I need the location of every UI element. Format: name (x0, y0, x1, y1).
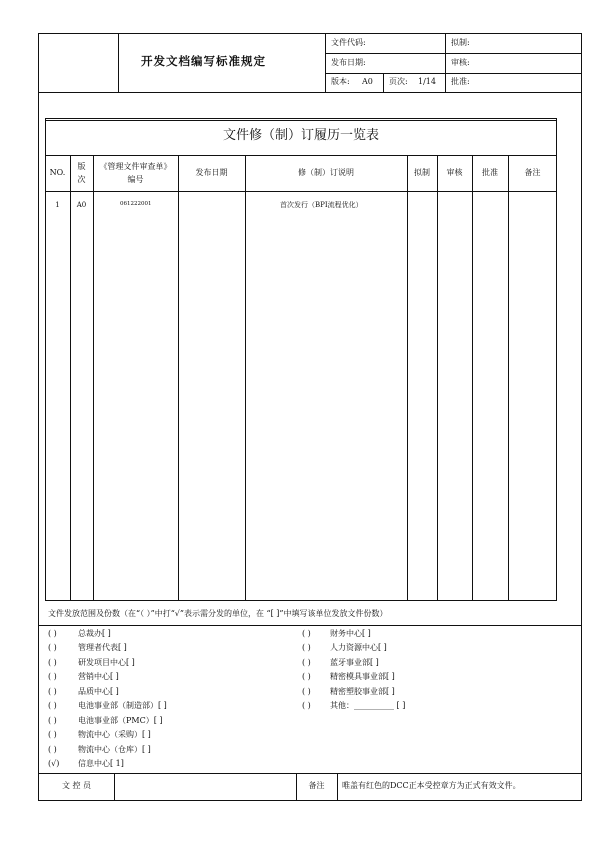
checkbox-bluetooth[interactable]: ( ) (302, 658, 311, 667)
col-header-approver: 批准 (482, 168, 498, 177)
checkbox-battery-pmc[interactable]: ( ) (48, 716, 57, 725)
row-version: A0 (76, 201, 87, 209)
version-label: 版本: (331, 77, 350, 86)
dept-hr: 人力资源中心[ ] (330, 643, 387, 652)
col-header-form-no-2: 编号 (127, 175, 144, 184)
col-header-description: 修（制）订说明 (298, 168, 354, 177)
table-top-double-line (45, 120, 557, 121)
distribution-instruction: 文件发放范围及份数（在“（ ）”中打“√”表示需分发的单位，在 “[ ]”中填写该单位发放文件份数） (48, 609, 388, 618)
col-header-release-date: 发布日期 (195, 168, 228, 177)
dept-logistics-warehouse: 物流中心（仓库）[ ] (78, 745, 151, 754)
checkbox-battery-mfg[interactable]: ( ) (48, 701, 57, 710)
checkbox-logistics-warehouse[interactable]: ( ) (48, 745, 57, 754)
row-form-no: 061222001 (120, 201, 152, 207)
doc-code-label: 文件代码: (331, 38, 366, 47)
distribution-right-list (302, 626, 572, 726)
page-value: 1/14 (418, 77, 436, 86)
header-divider (325, 34, 326, 92)
column-divider (178, 155, 179, 601)
dept-marketing: 营销中心[ ] (78, 672, 119, 681)
dept-battery-pmc: 电池事业部（PMC）[ ] (78, 716, 163, 725)
table-title-line (45, 155, 557, 156)
column-divider (245, 155, 246, 601)
col-header-drafter: 拟制 (414, 168, 430, 177)
column-divider (508, 155, 509, 601)
version-value: A0 (362, 77, 373, 86)
checkbox-precision-mold[interactable]: ( ) (302, 672, 311, 681)
checkbox-president-office[interactable]: ( ) (48, 629, 57, 638)
dept-mgmt-rep: 管理者代表[ ] (78, 643, 127, 652)
distribution-left-list (48, 626, 308, 774)
dept-battery-mfg: 电池事业部（制造部）[ ] (78, 701, 167, 710)
remark-text: 唯盖有红色的DCC正本受控章方为正式有效文件。 (342, 781, 521, 790)
checkbox-logistics-purchase[interactable]: ( ) (48, 730, 57, 739)
dept-precision-mold: 精密模具事业部[ ] (330, 672, 395, 681)
revision-table-title: 文件修（制）订履历一览表 (222, 128, 379, 143)
checkbox-finance[interactable]: ( ) (302, 629, 311, 638)
table-header-line (45, 191, 557, 192)
col-header-reviewer: 审核 (446, 168, 463, 177)
header-divider (383, 73, 384, 92)
page-label: 页次: (389, 77, 408, 86)
dept-president-office: 总裁办[ ] (78, 629, 111, 638)
release-date-label: 发布日期: (331, 58, 366, 67)
checkbox-other[interactable]: ( ) (302, 701, 311, 710)
header-bottom-line (39, 92, 581, 93)
column-divider (407, 155, 408, 601)
column-divider (70, 155, 71, 601)
column-divider (93, 155, 94, 601)
drafter-label: 拟制: (451, 38, 470, 47)
footer-top-line (39, 773, 581, 774)
col-header-no: NO. (49, 168, 66, 177)
col-header-version-1: 版 (77, 162, 86, 171)
header-divider (118, 34, 119, 92)
footer-divider (337, 773, 338, 801)
checkbox-quality[interactable]: ( ) (48, 687, 57, 696)
dept-finance: 财务中心[ ] (330, 629, 371, 638)
header-divider (445, 34, 446, 92)
dept-other: 其他：__________ [ ] (330, 701, 406, 710)
dept-bluetooth: 蓝牙事业部[ ] (330, 658, 379, 667)
checkbox-precision-plastic[interactable]: ( ) (302, 687, 311, 696)
checkbox-it-center[interactable]: (√) (48, 759, 60, 768)
col-header-remark: 备注 (524, 168, 541, 177)
dept-logistics-purchase: 物流中心（采购）[ ] (78, 730, 151, 739)
col-header-version-2: 次 (77, 175, 86, 184)
row-description: 首次发行（BPI流程优化） (280, 201, 363, 209)
header-row-line (325, 53, 581, 54)
dept-precision-plastic: 精密塑胶事业部[ ] (330, 687, 395, 696)
reviewer-label: 审核: (451, 58, 470, 67)
controller-label: 文 控 员 (61, 781, 92, 790)
column-divider (472, 155, 473, 601)
document-title: 开发文档编写标准规定 (141, 54, 266, 68)
col-header-form-no-1: 《管理文件审查单》 (99, 162, 172, 171)
remark-label: 备注 (308, 781, 325, 790)
checkbox-mgmt-rep[interactable]: ( ) (48, 643, 57, 652)
column-divider (437, 155, 438, 601)
footer-divider (114, 773, 115, 801)
dept-rd-center: 研发项目中心[ ] (78, 658, 135, 667)
checkbox-marketing[interactable]: ( ) (48, 672, 57, 681)
header-row-line (325, 73, 581, 74)
checkbox-hr[interactable]: ( ) (302, 643, 311, 652)
checkbox-rd-center[interactable]: ( ) (48, 658, 57, 667)
row-no: 1 (55, 201, 60, 209)
approver-label: 批准: (451, 77, 470, 86)
dept-quality: 品质中心[ ] (78, 687, 119, 696)
dept-it-center: 信息中心[ 1] (78, 759, 124, 768)
